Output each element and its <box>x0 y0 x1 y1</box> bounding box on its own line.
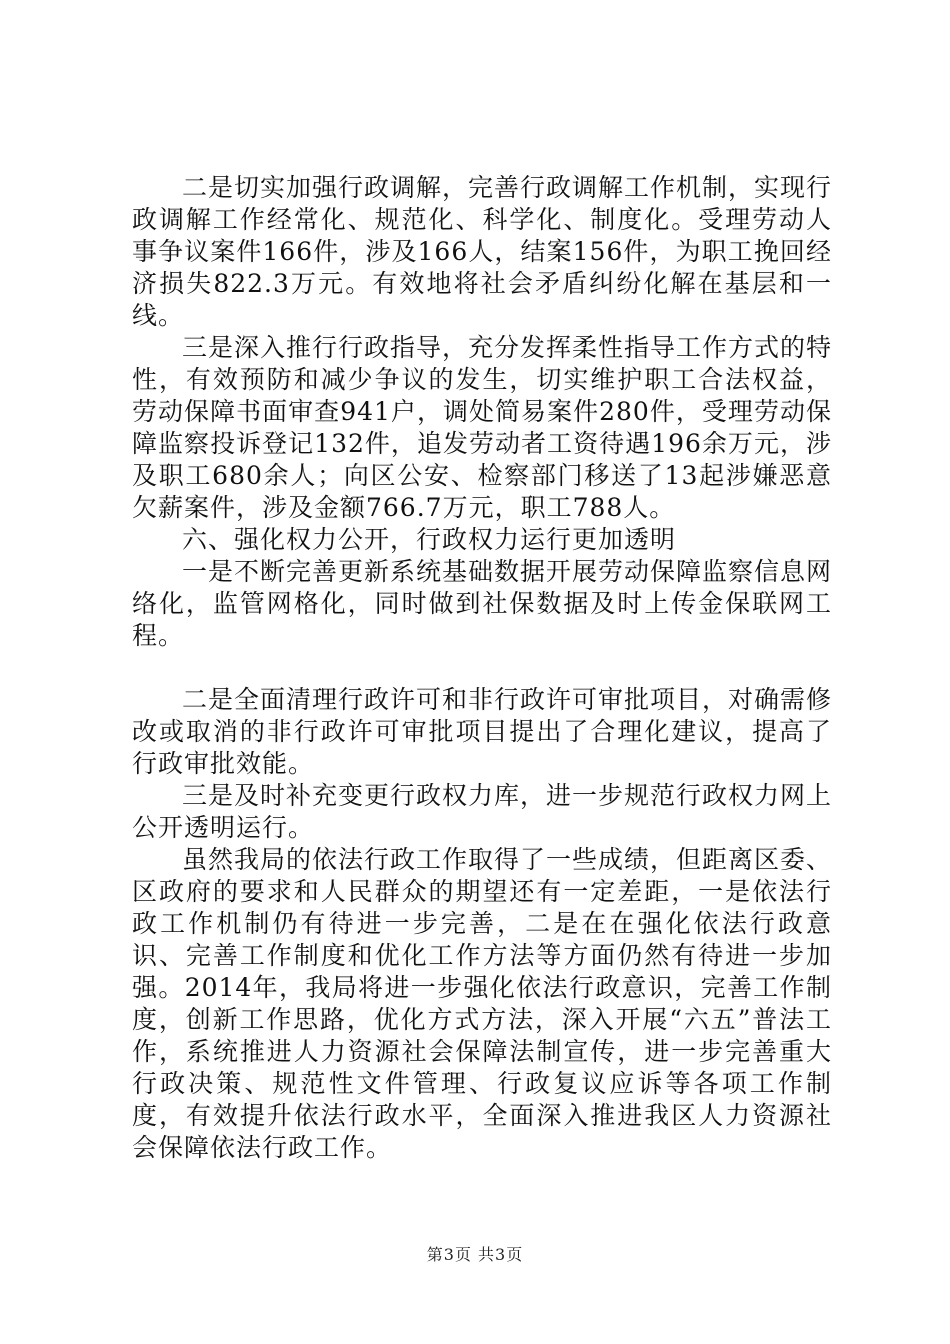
paragraph-summary: 虽然我局的依法行政工作取得了一些成绩，但距离区委、区政府的要求和人民群众的期望还有一定差距，一是依法行政工作机制仍有待进一步完善，二是在在强化依法行政意识、完善工作制度和优化工作方法等方面仍然有待进一步加强。2014年，我局将进一步强化依法行政意识，完善工作制度，创新工作思路，优化方式方法，深入开展“六五”普法工作，系统推进人力资源社会保障法制宣传，进一步完善重大行政决策、规范性文件管理、行政复议应诉等各项工作制度，有效提升依法行政水平，全面深入推进我区人力资源社会保障依法行政工作。 <box>132 845 833 1162</box>
paragraph-power-library: 三是及时补充变更行政权力库，进一步规范行政权力网上公开透明运行。 <box>132 781 833 842</box>
paragraph-data-upload: 一是不断完善更新系统基础数据开展劳动保障监察信息网络化，监管网格化，同时做到社保数据及时上传金保联网工程。 <box>132 557 833 650</box>
section-heading-power-disclosure: 六、强化权力公开，行政权力运行更加透明 <box>182 525 677 554</box>
paragraph-mediation: 二是切实加强行政调解，完善行政调解工作机制，实现行政调解工作经常化、规范化、科学化、制度化。受理劳动人事争议案件166件，涉及166人，结案156件，为职工挽回经济损失822.3万元。有效地将社会矛盾纠纷化解在基层和一线。 <box>132 173 833 330</box>
paragraph-approval-items: 二是全面清理行政许可和非行政许可审批项目，对确需修改或取消的非行政许可审批项目提出了合理化建议，提高了行政审批效能。 <box>132 685 833 778</box>
page-number-footer: 第3页 共3页 <box>426 1245 524 1264</box>
document-body <box>132 172 832 1164</box>
paragraph-guidance: 三是深入推行行政指导，充分发挥柔性指导工作方式的特性，有效预防和减少争议的发生，切实维护职工合法权益，劳动保障书面审查941户，调处简易案件280件，受理劳动保障监察投诉登记132件，追发劳动者工资待遇196余万元，涉及职工680余人；向区公安、检察部门移送了13起涉嫌恶意欠薪案件，涉及金额766.7万元，职工788人。 <box>132 333 833 522</box>
